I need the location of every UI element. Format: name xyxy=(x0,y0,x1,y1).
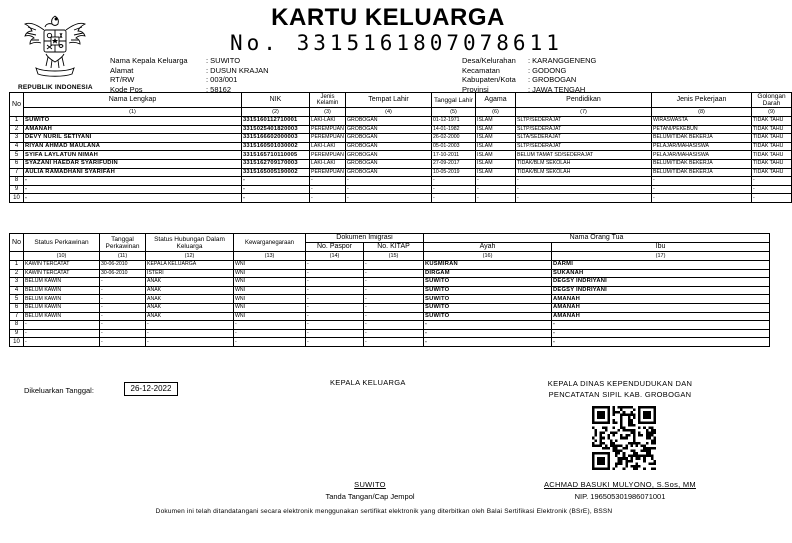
document-title: KARTU KELUARGA xyxy=(271,4,505,31)
cell-nama: SYIFA LAYLATUN NIMAH xyxy=(24,151,242,160)
cell-pendidikan: SLTP/SEDERAJAT xyxy=(516,142,652,151)
table-row xyxy=(10,185,792,194)
cell-pekerjaan: PELAJAR/MAHASISWA xyxy=(652,142,752,151)
cell-ibu: - xyxy=(552,329,770,338)
cell-goldar: TIDAK TAHU xyxy=(752,117,792,126)
cell-no: 9 xyxy=(10,329,24,338)
cell-jk: LAKI-LAKI xyxy=(310,159,346,168)
cell-status: BELUM KAWIN xyxy=(24,312,100,321)
cell-ayah: - xyxy=(424,329,552,338)
cell-ibu: AMANAH xyxy=(552,303,770,312)
cell-wn: - xyxy=(234,321,306,330)
col-header: Ayah xyxy=(424,243,552,252)
info-row xyxy=(462,66,596,76)
cell-jk: PEREMPUAN xyxy=(311,125,344,132)
cell-ibu: DARMI xyxy=(552,261,770,270)
cell-no: 8 xyxy=(10,177,24,186)
cell-pendidikan: BELUM TAMAT SD/SEDERAJAT xyxy=(516,151,652,160)
family-members-body xyxy=(10,117,792,203)
cell-kitap: - xyxy=(364,295,424,304)
col-header: No. Paspor xyxy=(306,243,364,252)
cell-jk: LAKI-LAKI xyxy=(310,142,346,151)
cell-ibu: DEGSY INDRIYANI xyxy=(552,286,770,295)
info-value: : KARANGGENENG xyxy=(528,56,597,65)
info-value: : 58162 xyxy=(206,84,232,94)
head-of-office-label xyxy=(520,378,720,400)
family-members-table xyxy=(9,92,792,203)
cell-status: BELUM KAWIN xyxy=(24,303,100,312)
info-label: Kode Pos xyxy=(110,84,143,94)
cell-goldar: TIDAK TAHU xyxy=(752,168,792,177)
cell-pekerjaan: WIRASWASTA xyxy=(652,117,752,126)
info-label: Desa/Kelurahan xyxy=(462,56,516,65)
cell-no: 4 xyxy=(10,286,24,295)
cell-nik: 3315160112710001 xyxy=(242,117,310,126)
official-name: ACHMAD BASUKI MULYONO, S.Sos, MM xyxy=(544,480,696,489)
col-header: Dokumen Imigrasi xyxy=(306,234,424,243)
cell-kitap: - xyxy=(364,312,424,321)
table-row xyxy=(10,338,770,347)
col-header: Status Hubungan Dalam Keluarga xyxy=(146,234,234,252)
cell-wn: WNI xyxy=(234,278,306,287)
head-of-family-label: KEPALA KELUARGA xyxy=(330,378,406,387)
col-header: Pendidikan xyxy=(516,93,652,108)
cell-paspor: - xyxy=(306,321,364,330)
cell-tempat: - xyxy=(346,194,432,203)
col-header: No xyxy=(10,234,24,252)
info-value: : GODONG xyxy=(528,65,567,75)
table-row xyxy=(10,194,792,203)
info-value: : 003/001 xyxy=(206,75,238,84)
cell-goldar: TIDAK TAHU xyxy=(752,142,792,151)
table-header-row xyxy=(10,234,770,243)
col-number: (14) xyxy=(306,252,364,261)
col-number: (17) xyxy=(552,252,770,261)
cell-agama: ISLAM xyxy=(476,168,516,177)
cell-agama: ISLAM xyxy=(476,142,516,151)
cell-wn: WNI xyxy=(234,261,306,270)
cell-tempat: GROBOGAN xyxy=(346,151,432,160)
cell-tgl: 10-05-2019 xyxy=(432,168,476,177)
cell-nama: - xyxy=(24,177,242,186)
cell-nik: - xyxy=(242,177,310,186)
cell-tgl: - xyxy=(100,303,146,312)
cell-paspor: - xyxy=(306,269,364,278)
cell-agama: - xyxy=(476,185,516,194)
cell-kitap: - xyxy=(364,338,424,347)
cell-no: 5 xyxy=(10,295,24,304)
col-number: (16) xyxy=(424,252,552,261)
cell-agama: - xyxy=(476,194,516,203)
head-of-office-line: KEPALA DINAS KEPENDUDUKAN DAN xyxy=(547,379,693,388)
info-value: : GROBOGAN xyxy=(528,75,577,84)
col-number: (3) xyxy=(310,108,346,117)
cell-no: 5 xyxy=(10,151,24,160)
cell-pekerjaan: - xyxy=(652,194,752,203)
signer-name: SUWITO xyxy=(354,480,386,489)
cell-agama: - xyxy=(476,177,516,186)
info-value: : SUWITO xyxy=(206,56,241,65)
cell-no: 10 xyxy=(10,338,24,347)
cell-no: 3 xyxy=(10,278,24,287)
table-row xyxy=(10,329,770,338)
info-row xyxy=(462,75,596,85)
cell-pendidikan: SLTP/SEDERAJAT xyxy=(516,117,652,126)
col-number-row xyxy=(10,108,792,117)
info-row xyxy=(110,56,269,66)
col-number: (8) xyxy=(652,108,752,117)
cell-nama: - xyxy=(24,185,242,194)
cell-hub: - xyxy=(146,338,234,347)
col-number: (5) xyxy=(432,108,476,117)
cell-wn: WNI xyxy=(234,303,306,312)
cell-nama: RIYAN AHMAD MAULANA xyxy=(24,142,242,151)
col-number: (10) xyxy=(24,252,100,261)
cell-tempat: GROBOGAN xyxy=(346,125,432,134)
col-number: (13) xyxy=(234,252,306,261)
cell-status: - xyxy=(24,329,100,338)
col-number: (7) xyxy=(516,108,652,117)
col-header: Jenis Kelamin xyxy=(310,93,346,108)
cell-tempat: - xyxy=(346,177,432,186)
cell-agama: ISLAM xyxy=(476,151,516,160)
cell-tgl: - xyxy=(100,321,146,330)
table-row xyxy=(10,321,770,330)
table-row xyxy=(10,142,792,151)
cell-ayah: KUSMIRAN xyxy=(424,261,552,270)
cell-tempat: GROBOGAN xyxy=(346,142,432,151)
cell-ibu: AMANAH xyxy=(552,295,770,304)
info-value: : JAWA TENGAH xyxy=(528,84,586,94)
qr-code-icon xyxy=(592,406,656,470)
cell-goldar: TIDAK TAHU xyxy=(752,134,792,143)
cell-paspor: - xyxy=(306,261,364,270)
cell-pendidikan: SLTA/SEDERAJAT xyxy=(516,134,652,143)
cell-status: BELUM KAWIN xyxy=(24,295,100,304)
cell-jk: PEREMPUAN xyxy=(311,134,344,141)
cell-wn: WNI xyxy=(234,295,306,304)
col-header: Status Perkawinan xyxy=(24,234,100,252)
cell-agama: ISLAM xyxy=(476,125,516,134)
cell-tgl: - xyxy=(100,295,146,304)
cell-kitap: - xyxy=(364,303,424,312)
cell-agama: ISLAM xyxy=(476,134,516,143)
cell-agama: ISLAM xyxy=(476,117,516,126)
info-label: Nama Kepala Keluarga xyxy=(110,56,188,65)
cell-nik: 3315162709170003 xyxy=(242,159,310,168)
cell-no: 2 xyxy=(10,269,24,278)
col-number-row xyxy=(10,252,770,261)
table-row xyxy=(10,286,770,295)
head-info-left xyxy=(110,56,269,94)
cell-tempat: GROBOGAN xyxy=(346,168,432,177)
cell-tgl: 17-10-2011 xyxy=(432,151,476,160)
col-header: Tanggal Perkawinan xyxy=(100,234,146,252)
cell-kitap: - xyxy=(364,278,424,287)
col-header: Kewarganegaraan xyxy=(234,234,306,252)
info-label: Kecamatan xyxy=(462,65,500,75)
cell-pekerjaan: BELUM/TIDAK BEKERJA xyxy=(652,168,752,177)
cell-status: BELUM KAWIN xyxy=(24,286,100,295)
cell-pekerjaan: PELAJAR/MAHASISWA xyxy=(652,151,752,160)
cell-ibu: - xyxy=(552,321,770,330)
cell-ayah: - xyxy=(424,338,552,347)
cell-ibu: DEGSY INDRIYANI xyxy=(552,278,770,287)
head-info-right xyxy=(462,56,596,94)
cell-jk: PEREMPUAN xyxy=(311,151,344,158)
info-label: Alamat xyxy=(110,65,134,75)
family-status-table xyxy=(9,233,770,347)
cell-nama: AULIA RAMADHANI SYARIFAH xyxy=(24,168,242,177)
col-header: Tanggal Lahir xyxy=(432,93,476,108)
cell-pendidikan: TIDAK/BLM SEKOLAH xyxy=(516,159,652,168)
cell-wn: WNI xyxy=(234,269,306,278)
col-number: (11) xyxy=(100,252,146,261)
cell-jk: - xyxy=(310,185,346,194)
table-row xyxy=(10,312,770,321)
table-row xyxy=(10,125,792,134)
cell-agama: ISLAM xyxy=(476,159,516,168)
table-row xyxy=(10,278,770,287)
table-row xyxy=(10,177,792,186)
table-row xyxy=(10,134,792,143)
cell-wn: WNI xyxy=(234,312,306,321)
table-row xyxy=(10,269,770,278)
cell-kitap: - xyxy=(364,329,424,338)
cell-tempat: - xyxy=(346,185,432,194)
cell-pendidikan: - xyxy=(516,185,652,194)
cell-tgl: - xyxy=(100,278,146,287)
cell-hub: ANAK xyxy=(146,278,234,287)
cell-tgl: 30-06-2010 xyxy=(100,261,146,270)
info-row xyxy=(110,75,269,85)
cell-hub: ANAK xyxy=(146,295,234,304)
cell-status: KAWIN TERCATAT xyxy=(24,261,100,270)
info-label: Kabupaten/Kota xyxy=(462,75,516,84)
cell-tgl: - xyxy=(432,194,476,203)
cell-hub: ANAK xyxy=(146,303,234,312)
table-row xyxy=(10,168,792,177)
cell-tgl: - xyxy=(100,286,146,295)
cell-wn: WNI xyxy=(234,286,306,295)
cell-status: KAWIN TERCATAT xyxy=(24,269,100,278)
cell-goldar: - xyxy=(752,177,792,186)
col-header: Nama Lengkap xyxy=(24,93,242,108)
cell-tgl: - xyxy=(432,185,476,194)
cell-hub: - xyxy=(146,321,234,330)
cell-pendidikan: TIDAK/BLM SEKOLAH xyxy=(516,168,652,177)
cell-jk: - xyxy=(310,194,346,203)
cell-no: 1 xyxy=(10,261,24,270)
cell-no: 3 xyxy=(10,134,24,143)
cell-goldar: TIDAK TAHU xyxy=(752,151,792,160)
cell-pekerjaan: BELUM/TIDAK BEKERJA xyxy=(652,134,752,143)
cell-no: 10 xyxy=(10,194,24,203)
cell-pekerjaan: BELUM/TIDAK BEKERJA xyxy=(652,159,752,168)
col-number: (15) xyxy=(364,252,424,261)
table-row xyxy=(10,159,792,168)
cell-paspor: - xyxy=(306,329,364,338)
table-row xyxy=(10,295,770,304)
cell-paspor: - xyxy=(306,295,364,304)
cell-ayah: DIRGAM xyxy=(424,269,552,278)
col-header: No. KITAP xyxy=(364,243,424,252)
col-header: Tempat Lahir xyxy=(346,93,432,108)
cell-ayah: SUWITO xyxy=(424,303,552,312)
col-header: Agama xyxy=(476,93,516,108)
cell-nama: SYAZANI HAEDAR SYARIFUDIN xyxy=(24,159,242,168)
cell-no: 6 xyxy=(10,159,24,168)
cell-goldar: TIDAK TAHU xyxy=(752,159,792,168)
cell-ayah: SUWITO xyxy=(424,278,552,287)
cell-jk: - xyxy=(310,177,346,186)
info-label: Provinsi xyxy=(462,84,489,94)
cell-tempat: GROBOGAN xyxy=(346,134,432,143)
cell-tgl: - xyxy=(100,312,146,321)
cell-nik: - xyxy=(242,194,310,203)
cell-ayah: SUWITO xyxy=(424,295,552,304)
cell-kitap: - xyxy=(364,321,424,330)
cell-nik: 3315025401820003 xyxy=(242,125,310,134)
cell-paspor: - xyxy=(306,278,364,287)
info-label: RT/RW xyxy=(110,75,135,84)
cell-ibu: - xyxy=(552,338,770,347)
family-status-body xyxy=(10,261,770,347)
cell-tgl: - xyxy=(100,338,146,347)
cell-pendidikan: - xyxy=(516,194,652,203)
col-header: NIK xyxy=(242,93,310,108)
table-row xyxy=(10,151,792,160)
cell-nama: - xyxy=(24,194,242,203)
table-row xyxy=(10,303,770,312)
cell-hub: KEPALA KELUARGA xyxy=(146,261,234,270)
cell-no: 6 xyxy=(10,303,24,312)
cell-nama: DEVY NURIL SETIYANI xyxy=(24,134,242,143)
cell-kitap: - xyxy=(364,269,424,278)
col-header: Nama Orang Tua xyxy=(424,234,770,243)
cell-tgl: 14-01-1982 xyxy=(432,125,476,134)
republik-label: REPUBLIK INDONESIA xyxy=(18,84,93,91)
cell-ibu: SUKANAH xyxy=(552,269,770,278)
table-row xyxy=(10,261,770,270)
col-header: Golongan Darah xyxy=(752,93,792,108)
col-number: (2) xyxy=(242,108,310,117)
cell-ayah: - xyxy=(424,321,552,330)
cell-kitap: - xyxy=(364,286,424,295)
cell-wn: - xyxy=(234,338,306,347)
cell-pekerjaan: - xyxy=(652,185,752,194)
family-card-number: No. 3315161807078611 xyxy=(230,31,563,55)
cell-hub: ANAK xyxy=(146,312,234,321)
cell-ayah: SUWITO xyxy=(424,286,552,295)
electronic-signature-note: Dokumen ini telah ditandatangani secara elektronik menggunakan sertifikat elektronik yang diterbitkan oleh Balai Sertifikasi Elektronik (BSrE), BSSN xyxy=(155,508,613,515)
cell-pendidikan: - xyxy=(516,177,652,186)
cell-tgl: 05-01-2003 xyxy=(432,142,476,151)
cell-tempat: GROBOGAN xyxy=(346,117,432,126)
cell-nik: 3315160501030002 xyxy=(242,142,310,151)
head-of-office-line: PENCATATAN SIPIL KAB. GROBOGAN xyxy=(548,390,692,399)
col-number: (12) xyxy=(146,252,234,261)
col-header: Ibu xyxy=(552,243,770,252)
cell-jk: PEREMPUAN xyxy=(311,168,344,175)
info-row xyxy=(462,56,596,66)
cell-goldar: - xyxy=(752,194,792,203)
col-number: (6) xyxy=(476,108,516,117)
cell-tgl: - xyxy=(100,329,146,338)
cell-tgl: 30-06-2010 xyxy=(100,269,146,278)
cell-no: 9 xyxy=(10,185,24,194)
signature-caption: Tanda Tangan/Cap Jempol xyxy=(325,492,415,501)
cell-tgl: 27-09-2017 xyxy=(432,159,476,168)
cell-tempat: GROBOGAN xyxy=(346,159,432,168)
cell-status: - xyxy=(24,321,100,330)
col-header: Jenis Pekerjaan xyxy=(652,93,752,108)
cell-hub: ISTERI xyxy=(146,269,234,278)
cell-no: 7 xyxy=(10,168,24,177)
cell-tgl: 01-12-1971 xyxy=(432,117,476,126)
cell-status: - xyxy=(24,338,100,347)
col-header: No xyxy=(10,93,24,117)
cell-pekerjaan: PETANI/PEKEBUN xyxy=(652,125,752,134)
official-nip: NIP. 196505301986071001 xyxy=(574,492,666,501)
cell-no: 4 xyxy=(10,142,24,151)
cell-paspor: - xyxy=(306,286,364,295)
col-number: (9) xyxy=(752,108,792,117)
cell-nik: 3315165710110005 xyxy=(242,151,310,160)
cell-no: 1 xyxy=(10,117,24,126)
cell-tgl: 26-02-2000 xyxy=(432,134,476,143)
col-number: (1) xyxy=(24,108,242,117)
cell-tgl: - xyxy=(432,177,476,186)
cell-hub: ANAK xyxy=(146,286,234,295)
cell-wn: - xyxy=(234,329,306,338)
cell-status: BELUM KAWIN xyxy=(24,278,100,287)
cell-nik: 3315165005190002 xyxy=(242,168,310,177)
cell-paspor: - xyxy=(306,338,364,347)
col-number: (4) xyxy=(346,108,432,117)
table-row xyxy=(10,117,792,126)
cell-paspor: - xyxy=(306,303,364,312)
table-header-row xyxy=(10,93,792,108)
cell-nik: - xyxy=(242,185,310,194)
cell-hub: - xyxy=(146,329,234,338)
cell-nama: SUWITO xyxy=(24,117,242,126)
cell-goldar: TIDAK TAHU xyxy=(752,125,792,134)
cell-pekerjaan: - xyxy=(652,177,752,186)
cell-ibu: AMANAH xyxy=(552,312,770,321)
cell-nik: 3315166602000003 xyxy=(242,134,310,143)
info-row xyxy=(110,66,269,76)
info-value: : DUSUN KRAJAN xyxy=(206,65,269,75)
issued-date: 26-12-2022 xyxy=(124,382,178,396)
cell-paspor: - xyxy=(306,312,364,321)
cell-no: 7 xyxy=(10,312,24,321)
issued-label: Dikeluarkan Tanggal: xyxy=(24,386,94,395)
cell-no: 8 xyxy=(10,321,24,330)
cell-no: 2 xyxy=(10,125,24,134)
cell-goldar: - xyxy=(752,185,792,194)
cell-pendidikan: SLTP/SEDERAJAT xyxy=(516,125,652,134)
cell-jk: LAKI-LAKI xyxy=(310,117,346,126)
cell-nama: AMANAH xyxy=(24,125,242,134)
cell-ayah: SUWITO xyxy=(424,312,552,321)
col-number xyxy=(10,252,24,261)
cell-kitap: - xyxy=(364,261,424,270)
